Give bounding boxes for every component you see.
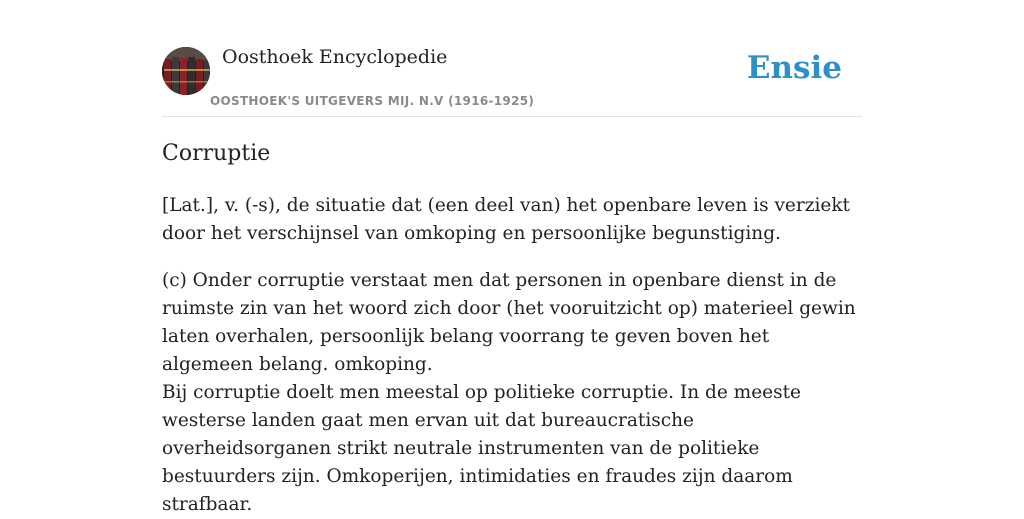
encyclopedia-books-icon[interactable] xyxy=(162,47,210,95)
brand-logo[interactable]: Ensie xyxy=(746,50,842,86)
entry-paragraph: (c) Onder corruptie verstaat men dat personen in openbare dienst in de ruimste zin van het woord zich door (het vooruitzicht op) materieel gewin laten overhalen, persoonlijk belang voorrang te geven boven het algemeen belang. omkoping. xyxy=(162,270,856,375)
entry-paragraph: Bij corruptie doelt men meestal op politieke corruptie. In de meeste westerse landen gaat men ervan uit dat bureaucratische overheidsorganen strikt neutrale instrumenten van de politieke bestuurders zijn. Omkoperijen, intimidaties en fraudes zijn daarom strafbaar. xyxy=(162,382,801,515)
source-subtitle: OOSTHOEK'S UITGEVERS MIJ. N.V (1916-1925) xyxy=(210,94,535,108)
entry-paragraph: [Lat.], v. (-s), de situatie dat (een deel van) het openbare leven is verziekt door het verschijnsel van omkoping en persoonlijke begunstiging. xyxy=(162,195,850,244)
entry-title: Corruptie xyxy=(162,141,271,166)
source-header xyxy=(162,0,862,117)
entry-card xyxy=(162,0,862,515)
source-title[interactable]: Oosthoek Encyclopedie xyxy=(222,46,448,68)
